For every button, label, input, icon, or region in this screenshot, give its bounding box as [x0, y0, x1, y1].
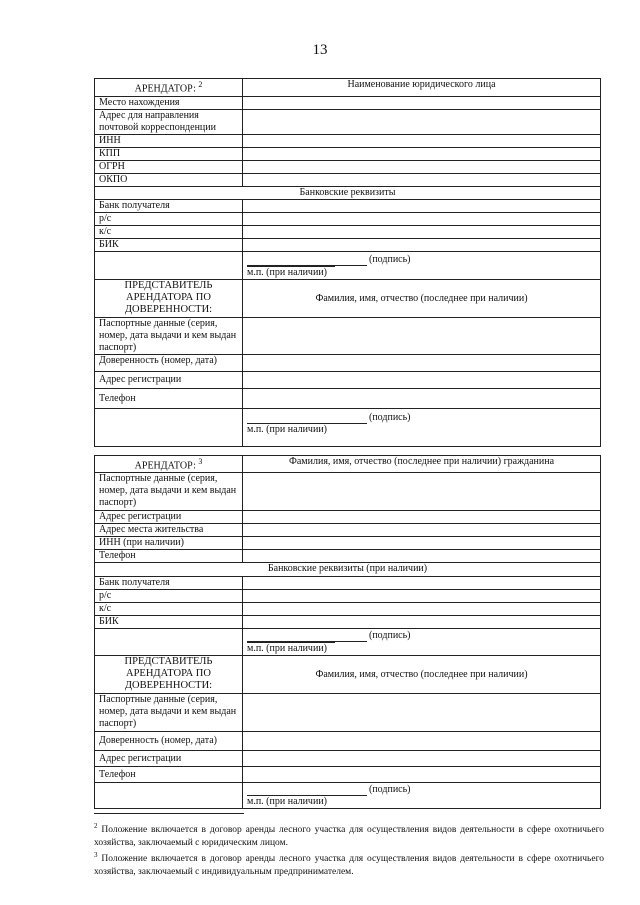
- signature-label: (подпись): [369, 630, 411, 642]
- value-cell[interactable]: [243, 239, 601, 252]
- row-label: р/с: [95, 213, 243, 226]
- tenant-header-cell: [95, 79, 243, 97]
- row-label: Адрес регистрации: [95, 511, 243, 524]
- value-cell[interactable]: [243, 213, 601, 226]
- signature-label: (подпись): [369, 412, 411, 423]
- value-cell[interactable]: [243, 161, 601, 174]
- row-label: Доверенность (номер, дата): [95, 355, 243, 372]
- representative-name-header: Фамилия, имя, отчество (последнее при наличии): [243, 280, 601, 318]
- footnote-text: Положение включается в договор аренды лесного участка для осуществления видов деятельности в сфере охотничьего хозяйства, заключаемый с юридическим лицом.: [94, 825, 604, 848]
- value-cell[interactable]: [243, 767, 601, 783]
- row-label: Доверенность (номер, дата): [95, 732, 243, 751]
- row-label: Телефон: [95, 389, 243, 409]
- value-cell[interactable]: [243, 97, 601, 110]
- tenant-header-cell: [95, 456, 243, 473]
- signature-label: (подпись): [369, 784, 411, 796]
- row-label: Паспортные данные (серия, номер, дата выдачи и кем выдан паспорт): [95, 318, 243, 355]
- citizen-name-header: Фамилия, имя, отчество (последнее при наличии) гражданина: [243, 456, 601, 473]
- footnote: [94, 820, 604, 849]
- value-cell[interactable]: [243, 135, 601, 148]
- value-cell[interactable]: [243, 603, 601, 616]
- row-label: к/с: [95, 226, 243, 239]
- footnotes: [94, 820, 604, 878]
- value-cell[interactable]: [243, 110, 601, 135]
- footnote-text: Положение включается в договор аренды лесного участка для осуществления видов деятельности в сфере охотничьего хозяйства, заключаемый с индивидуальным предпринимателем.: [94, 854, 604, 877]
- representative-header: ПРЕДСТАВИТЕЛЬ АРЕНДАТОРА ПО ДОВЕРЕННОСТИ:: [95, 280, 243, 318]
- value-cell[interactable]: [243, 616, 601, 629]
- value-cell[interactable]: [243, 732, 601, 751]
- representative-name-header: Фамилия, имя, отчество (последнее при наличии): [243, 656, 601, 694]
- row-label: БИК: [95, 616, 243, 629]
- row-label: Место нахождения: [95, 97, 243, 110]
- tenant-header-label: АРЕНДАТОР:: [134, 460, 196, 472]
- row-label: Банк получателя: [95, 577, 243, 590]
- row-label: Телефон: [95, 550, 243, 563]
- value-cell[interactable]: [243, 372, 601, 389]
- footnote-ref: 3: [198, 457, 203, 466]
- row-label: БИК: [95, 239, 243, 252]
- footnote-number: 3: [94, 851, 98, 860]
- row-label: Адрес места жительства: [95, 524, 243, 537]
- value-cell[interactable]: [243, 226, 601, 239]
- signature-cell[interactable]: [243, 409, 601, 447]
- row-label: к/с: [95, 603, 243, 616]
- value-cell[interactable]: [243, 550, 601, 563]
- value-cell[interactable]: [243, 524, 601, 537]
- row-label: ИНН: [95, 135, 243, 148]
- tenant-header-label: АРЕНДАТОР:: [134, 83, 196, 95]
- page-number: 13: [312, 42, 328, 58]
- row-label: Телефон: [95, 767, 243, 783]
- bank-details-header: Банковские реквизиты (при наличии): [95, 563, 601, 577]
- signature-line: [247, 255, 367, 266]
- bank-details-header: Банковские реквизиты: [95, 187, 601, 200]
- row-label: ИНН (при наличии): [95, 537, 243, 550]
- signature-line: [247, 785, 367, 796]
- value-cell[interactable]: [243, 537, 601, 550]
- value-cell[interactable]: [243, 355, 601, 372]
- value-cell[interactable]: [243, 511, 601, 524]
- value-cell[interactable]: [243, 590, 601, 603]
- value-cell[interactable]: [243, 473, 601, 511]
- empty-cell: [95, 252, 243, 280]
- row-label: КПП: [95, 148, 243, 161]
- footnote-divider: [94, 813, 244, 814]
- row-label: ОГРН: [95, 161, 243, 174]
- value-cell[interactable]: [243, 148, 601, 161]
- row-label: Адрес для направления почтовой корреспонденции: [95, 110, 243, 135]
- value-cell[interactable]: [243, 318, 601, 355]
- value-cell[interactable]: [243, 200, 601, 213]
- row-label: р/с: [95, 590, 243, 603]
- value-cell[interactable]: [243, 751, 601, 767]
- signature-label: (подпись): [369, 254, 411, 265]
- signature-line: [247, 413, 367, 424]
- representative-header: ПРЕДСТАВИТЕЛЬ АРЕНДАТОРА ПО ДОВЕРЕННОСТИ:: [95, 656, 243, 694]
- stamp-label: м.п. (при наличии): [247, 424, 327, 435]
- row-label: Адрес регистрации: [95, 372, 243, 389]
- signature-cell[interactable]: [243, 783, 601, 809]
- row-label: ОКПО: [95, 174, 243, 187]
- tenant-individual-table: [94, 455, 601, 809]
- signature-cell[interactable]: [243, 252, 601, 280]
- stamp-label: м.п. (при наличии): [247, 266, 335, 279]
- value-cell[interactable]: [243, 174, 601, 187]
- legal-entity-name-header: Наименование юридического лица: [243, 79, 601, 97]
- row-label: Паспортные данные (серия, номер, дата выдачи и кем выдан паспорт): [95, 473, 243, 511]
- stamp-label: м.п. (при наличии): [247, 796, 327, 808]
- value-cell[interactable]: [243, 389, 601, 409]
- footnote: [94, 849, 604, 878]
- value-cell[interactable]: [243, 577, 601, 590]
- value-cell[interactable]: [243, 694, 601, 732]
- row-label: Банк получателя: [95, 200, 243, 213]
- empty-cell: [95, 629, 243, 656]
- footnote-number: 2: [94, 822, 98, 830]
- stamp-label: м.п. (при наличии): [247, 642, 335, 655]
- tenant-legal-entity-table: [94, 78, 601, 447]
- signature-cell[interactable]: [243, 629, 601, 656]
- row-label: Паспортные данные (серия, номер, дата выдачи и кем выдан паспорт): [95, 694, 243, 732]
- empty-cell: [95, 783, 243, 809]
- empty-cell: [95, 409, 243, 447]
- row-label: Адрес регистрации: [95, 751, 243, 767]
- footnote-ref: 2: [198, 80, 203, 89]
- signature-line: [247, 631, 367, 642]
